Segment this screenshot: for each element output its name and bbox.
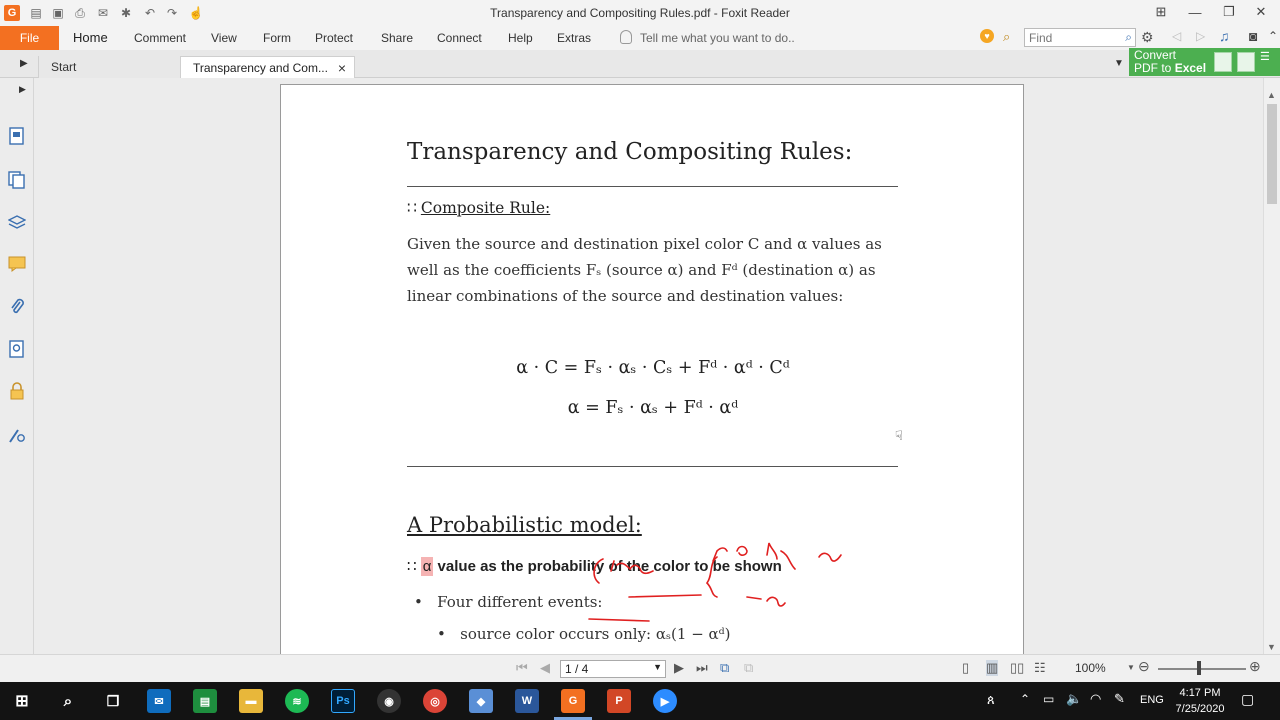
tab-home[interactable]: Home xyxy=(73,30,108,45)
layers-icon[interactable] xyxy=(7,213,27,233)
search-taskbar-icon[interactable]: ⌕ xyxy=(63,692,73,710)
last-page-icon[interactable]: ⏭ xyxy=(696,660,708,675)
tab-document[interactable] xyxy=(180,56,355,78)
search-icon[interactable]: ⌕ xyxy=(1125,30,1132,44)
input-language[interactable]: ENG xyxy=(1140,694,1164,706)
scroll-down-arrow-icon[interactable]: ▼ xyxy=(1267,642,1276,652)
show-hidden-icons[interactable]: ⌃ xyxy=(1020,692,1031,706)
mail-app-icon[interactable]: ✉ xyxy=(147,689,171,713)
close-tab-icon[interactable]: × xyxy=(337,60,346,76)
minimize-button[interactable]: — xyxy=(1188,4,1202,20)
tab-view[interactable]: View xyxy=(211,31,237,45)
next-page-icon[interactable]: ▶ xyxy=(674,660,684,675)
security-lock-icon[interactable] xyxy=(7,381,27,401)
bookmark-page-icon[interactable] xyxy=(7,126,27,146)
find-placeholder: Find xyxy=(1029,31,1053,45)
email-icon[interactable]: ✉ xyxy=(97,6,109,20)
page-dropdown-icon[interactable]: ▼ xyxy=(653,662,662,672)
pdf-page xyxy=(280,84,1024,654)
composite-bullet-icon: ∷ xyxy=(407,199,417,217)
source-color-bullet xyxy=(437,625,731,643)
tab-list-arrow-icon[interactable]: ▶ xyxy=(20,58,28,69)
open-folder-icon[interactable]: ▤ xyxy=(30,6,42,20)
ribbon-display-icon[interactable]: ⊞ xyxy=(1155,4,1167,19)
file-menu-button[interactable]: File xyxy=(0,26,59,50)
page-thumbnails-icon[interactable] xyxy=(7,170,27,190)
convert-line2: PDF to Excel xyxy=(1134,61,1207,75)
windows-taskbar xyxy=(0,682,1280,720)
four-events-text: Four different events: xyxy=(437,593,603,611)
zoom-app-icon[interactable]: ▶ xyxy=(653,689,677,713)
highlighted-alpha: α xyxy=(422,558,432,575)
scroll-up-arrow-icon[interactable]: ▲ xyxy=(1267,90,1276,100)
back-icon[interactable]: ◁ xyxy=(1172,29,1182,43)
single-page-view-icon[interactable]: ▯ xyxy=(962,660,970,675)
previous-page-icon[interactable]: ◀ xyxy=(540,660,550,675)
zoom-level[interactable]: 100% xyxy=(1075,661,1106,675)
alpha-probability-bullet xyxy=(407,557,782,575)
paragraph-line-1: Given the source and destination pixel color C and α values as xyxy=(407,235,882,253)
continuous-facing-icon[interactable]: ☷ xyxy=(1034,660,1046,675)
action-center-icon[interactable]: ▢ xyxy=(1241,691,1255,707)
tell-me-placeholder: Tell me what you want to do.. xyxy=(640,31,795,45)
find-input[interactable] xyxy=(1024,28,1136,47)
powerpoint-icon[interactable]: P xyxy=(607,689,631,713)
tab-help[interactable]: Help xyxy=(508,31,533,45)
wifi-icon[interactable]: ◠ xyxy=(1090,691,1102,706)
document-title: Transparency and Compositing Rules: xyxy=(407,139,853,165)
excel-file-icon xyxy=(1237,52,1255,72)
windows-start-icon[interactable]: ⊞ xyxy=(15,693,29,710)
spotify-icon[interactable]: ≋ xyxy=(285,689,309,713)
zoom-slider-thumb[interactable] xyxy=(1197,661,1201,675)
tab-start[interactable]: Start xyxy=(38,56,188,78)
volume-icon[interactable]: 🔈 xyxy=(1066,691,1083,706)
foxit-logo-icon: G xyxy=(4,5,20,21)
continuous-view-icon[interactable]: ▥ xyxy=(986,660,999,675)
document-view[interactable] xyxy=(35,78,1263,654)
people-icon[interactable]: ጰ xyxy=(987,692,995,707)
paragraph-line-3: linear combinations of the source and destination values: xyxy=(407,287,844,305)
print-icon[interactable]: ⎙ xyxy=(75,5,85,20)
battery-icon[interactable]: ▭ xyxy=(1043,692,1055,706)
diamond-bullet-icon: ∷ xyxy=(407,558,421,575)
tab-form[interactable]: Form xyxy=(263,31,291,45)
pen-workspace-icon[interactable]: ✎ xyxy=(1114,691,1125,706)
divider-top xyxy=(407,186,898,187)
pdf-create-icon[interactable]: ✱ xyxy=(120,6,132,20)
save-icon[interactable]: ▣ xyxy=(52,6,64,20)
heart-icon[interactable]: ♥ xyxy=(980,29,994,43)
tell-me-search[interactable] xyxy=(620,26,795,50)
tab-document-label: Transparency and Com... xyxy=(193,61,328,75)
sheets-app-icon[interactable]: ▤ xyxy=(193,689,217,713)
system-clock[interactable] xyxy=(1170,685,1230,717)
previous-view-icon[interactable]: ⧉ xyxy=(720,660,730,675)
status-bar xyxy=(0,654,1280,682)
ribbon-collapse-icon[interactable]: ⌃ xyxy=(1268,29,1279,43)
equation-2: α = Fₛ · αₛ + Fᵈ · αᵈ xyxy=(567,398,739,418)
equation-1: α · C = Fₛ · αₛ · Cₛ + Fᵈ · αᵈ · Cᵈ xyxy=(516,358,790,378)
chrome-icon[interactable]: ◎ xyxy=(423,689,447,713)
first-page-icon[interactable]: ⏮ xyxy=(516,660,528,675)
page-number-text: 1 / 4 xyxy=(565,662,589,676)
ink-minus-alpha xyxy=(747,597,785,606)
convert-to-excel-banner[interactable] xyxy=(1129,48,1280,76)
four-events-bullet xyxy=(414,593,602,611)
zoom-out-icon[interactable]: ⊖ xyxy=(1138,658,1150,674)
tab-protect[interactable]: Protect xyxy=(315,31,354,45)
zoom-slider-track[interactable] xyxy=(1158,668,1246,670)
photoshop-icon[interactable]: Ps xyxy=(331,689,355,713)
left-navigation-panel xyxy=(0,78,34,654)
facing-view-icon[interactable]: ▯▯ xyxy=(1010,660,1025,675)
hand-tool-icon[interactable]: ☝ xyxy=(188,6,204,20)
tab-extras[interactable]: Extras xyxy=(557,31,592,45)
zoom-dropdown-icon[interactable]: ▼ xyxy=(1127,663,1135,672)
media-player-icon[interactable]: ◉ xyxy=(377,689,401,713)
zoom-in-icon[interactable]: ⊕ xyxy=(1249,658,1261,674)
3d-viewer-icon[interactable]: ◆ xyxy=(469,689,493,713)
alpha-bullet-text: value as the probability of the color to be shown xyxy=(433,558,782,575)
forward-icon[interactable]: ▷ xyxy=(1196,29,1206,43)
vertical-scrollbar[interactable] xyxy=(1263,78,1280,654)
paragraph-line-2: well as the coefficients Fₛ (source α) and Fᵈ (destination α) as xyxy=(407,261,876,279)
foxit-taskbar-icon[interactable]: G xyxy=(561,689,585,713)
bullet-dot-icon: • xyxy=(414,593,438,611)
word-icon[interactable]: W xyxy=(515,689,539,713)
find-folder-icon[interactable]: ⌕ xyxy=(1003,29,1011,44)
tab-connect[interactable]: Connect xyxy=(437,31,482,45)
close-button[interactable]: ✕ xyxy=(1255,4,1267,19)
next-view-icon[interactable]: ⧉ xyxy=(744,660,754,675)
attachments-paperclip-icon[interactable] xyxy=(7,297,27,317)
signature-page-icon[interactable] xyxy=(7,339,27,359)
expand-panel-arrow-icon[interactable]: ▶ xyxy=(19,84,26,94)
user-account-icon[interactable]: ◙ xyxy=(1249,28,1258,44)
title-bar xyxy=(0,0,1280,26)
ribbon-bar xyxy=(0,26,1280,50)
composite-rule-heading xyxy=(407,199,550,217)
divider-middle xyxy=(407,466,898,467)
ink-underline xyxy=(629,595,701,597)
hand-cursor-icon: ☟ xyxy=(895,428,903,443)
pdf-file-icon xyxy=(1214,52,1232,72)
source-color-text: source color occurs only: αₛ(1 − αᵈ) xyxy=(460,625,731,643)
sign-search-icon[interactable] xyxy=(7,425,27,445)
composite-rule-label: Composite Rule: xyxy=(420,199,551,217)
probabilistic-model-heading: A Probabilistic model: xyxy=(407,513,642,537)
bullet-dot-icon: • xyxy=(437,625,461,643)
file-explorer-icon[interactable]: ▬ xyxy=(239,689,263,713)
convert-line1: Convert xyxy=(1134,48,1177,62)
ink-under-events xyxy=(589,619,649,621)
comments-icon[interactable] xyxy=(7,254,27,274)
page-number-field[interactable] xyxy=(560,660,666,678)
close-banner-icon[interactable]: ☰ xyxy=(1260,51,1270,63)
ink-alpha-top xyxy=(819,553,841,561)
tab-dropdown-icon[interactable]: ▼ xyxy=(1114,58,1124,69)
tab-comment[interactable]: Comment xyxy=(134,31,187,45)
tab-share[interactable]: Share xyxy=(381,31,414,45)
clock-time: 4:17 PM xyxy=(1179,687,1221,699)
redo-icon[interactable]: ↷ xyxy=(166,6,178,20)
task-view-icon[interactable]: ❒ xyxy=(106,692,120,709)
clock-date: 7/25/2020 xyxy=(1175,703,1225,715)
document-tab-bar xyxy=(0,50,1280,78)
scroll-thumb[interactable] xyxy=(1267,104,1277,204)
settings-gear-icon[interactable]: ⚙ xyxy=(1141,29,1154,45)
notification-bell-icon[interactable]: ♫ xyxy=(1219,28,1230,44)
undo-icon[interactable]: ↶ xyxy=(144,6,156,20)
window-title: Transparency and Compositing Rules.pdf - Foxit Reader xyxy=(490,6,790,20)
lightbulb-icon xyxy=(620,30,632,44)
restore-button[interactable]: ❐ xyxy=(1223,4,1235,19)
